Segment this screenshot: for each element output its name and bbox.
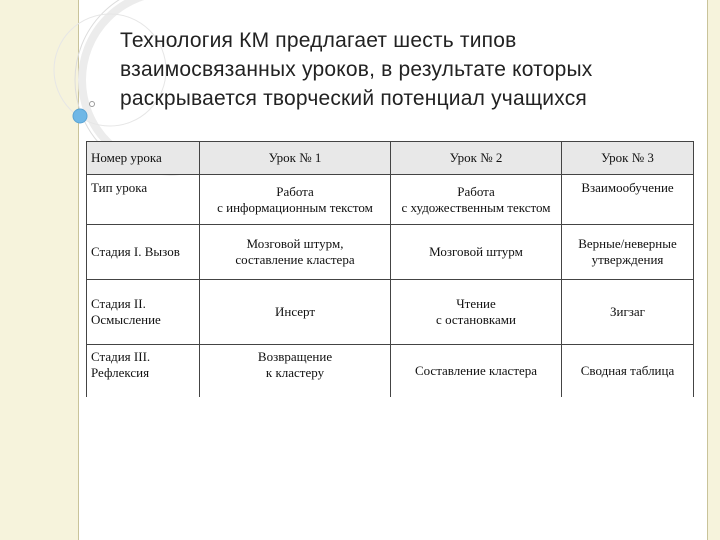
table-row [87, 280, 694, 345]
table-cell [391, 345, 562, 397]
table-cell [200, 280, 391, 345]
row-label-cell [87, 345, 200, 397]
right-decorative-strip [708, 0, 720, 540]
small-ring-icon [90, 102, 95, 107]
cell-line: Чтение [456, 296, 496, 311]
cell-line: Тип урока [91, 180, 148, 195]
table-row [87, 175, 694, 225]
cell-line: к кластеру [265, 365, 325, 380]
table-row [87, 225, 694, 280]
cell-line: Стадия II. [91, 296, 146, 311]
header-cell: Номер урока [87, 142, 200, 175]
cell-line: с художественным текстом [401, 199, 551, 215]
table-cell [200, 225, 391, 280]
table-cell [391, 175, 562, 225]
table-cell [391, 280, 562, 345]
table-cell [562, 175, 694, 225]
cell-line: с остановками [436, 312, 516, 327]
cell-line: с информационным текстом [217, 199, 373, 215]
cell-line: Мозговой штурм [429, 244, 523, 259]
table-cell [562, 225, 694, 280]
table-cell [562, 280, 694, 345]
cell-line: Стадия I. Вызов [91, 244, 180, 259]
blue-dot-icon [73, 109, 87, 123]
header-cell: Урок № 3 [562, 142, 694, 175]
table-cell [562, 345, 694, 397]
title-line: Технология КМ предлагает шесть типов [120, 29, 517, 52]
table-cell [200, 175, 391, 225]
table-cell [391, 225, 562, 280]
cell-line: Верные/неверные [578, 236, 677, 251]
cell-line: Стадия III. [91, 349, 151, 364]
cell-line: Работа [276, 183, 314, 199]
row-label-cell [87, 175, 200, 225]
table-header-row [87, 142, 694, 175]
cell-line: Взаимообучение [581, 180, 674, 195]
title-line: взаимосвязанных уроков, в результате которых [120, 58, 593, 81]
cell-line: Осмысление [91, 312, 161, 327]
row-label-cell [87, 225, 200, 280]
cell-line: утверждения [591, 252, 664, 267]
cell-line: Работа [457, 183, 495, 199]
cell-line: составление кластера [235, 252, 355, 267]
cell-line: Зигзаг [609, 304, 646, 319]
table-cell [200, 345, 391, 397]
cell-line: Рефлексия [91, 365, 150, 380]
header-cell: Урок № 1 [200, 142, 391, 175]
lessons-table-container [86, 141, 694, 397]
title-line: раскрывается творческий потенциал учащихся [120, 87, 587, 110]
cell-line: Возвращение [257, 349, 333, 364]
table-row [87, 345, 694, 397]
row-label-cell [87, 280, 200, 345]
slide-title [120, 26, 690, 113]
cell-line: Составление кластера [414, 362, 538, 378]
right-strip-border [707, 0, 708, 540]
cell-line: Инсерт [274, 304, 316, 319]
header-cell: Урок № 2 [391, 142, 562, 175]
lessons-table [86, 141, 694, 397]
cell-line: Сводная таблица [580, 362, 675, 378]
cell-line: Мозговой штурм, [246, 236, 344, 251]
